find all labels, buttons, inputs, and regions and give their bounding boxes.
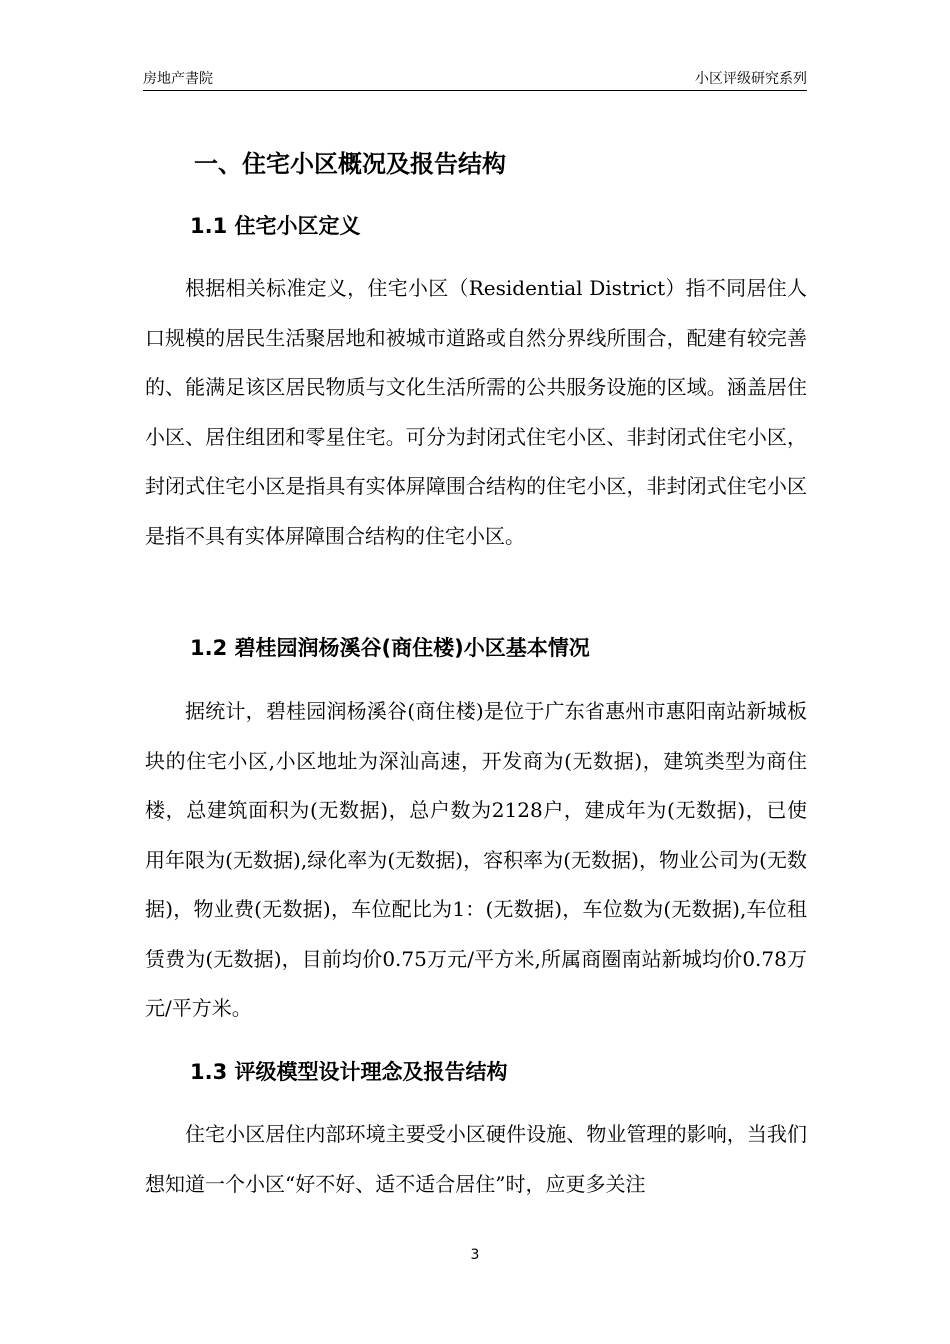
page-number: 3 <box>470 1247 480 1263</box>
section-heading-1-2: 1.2 碧桂园润杨溪谷(商住楼)小区基本情况 <box>190 636 590 660</box>
section-heading-1-1: 1.1 住宅小区定义 <box>190 214 361 238</box>
header-publisher: 房地产書院 <box>143 71 213 87</box>
section-body-1-3: 住宅小区居住内部环境主要受小区硬件设施、物业管理的影响，当我们想知道一个小区“好不好、适不适合居住”时，应更多关注 <box>145 1122 807 1196</box>
header-series-title: 小区评级研究系列 <box>695 71 807 87</box>
section-body-1-1: 根据相关标准定义，住宅小区（Residential District）指不同居住人口规模的居民生活聚居地和被城市道路或自然分界线所围合，配建有较完善的、能满足该区居民物质与文化生活所需的公共服务设施的区域。涵盖居住小区、居住组团和零星住宅。可分为封闭式住宅小区、非封闭式住宅小区，封闭式住宅小区是指具有实体屏障围合结构的住宅小区，非封闭式住宅小区是指不具有实体屏障围合结构的住宅小区。 <box>145 276 807 548</box>
section-body-1-2: 据统计，碧桂园润杨溪谷(商住楼)是位于广东省惠州市惠阳南站新城板块的住宅小区,小区地址为深汕高速，开发商为(无数据)，建筑类型为商住楼，总建筑面积为(无数据)，总户数为2128户，建成年为(无数据)，已使用年限为(无数据),绿化率为(无数据)，容积率为(无数据)，物业公司为(无数据)，物业费(无数据)，车位配比为1：(无数据)，车位数为(无数据),车位租赁费为(无数据)，目前均价0.75万元/平方米,所属商圈南站新城均价0.78万元/平方米。 <box>145 699 807 1020</box>
chapter-title: 一、住宅小区概况及报告结构 <box>194 150 506 178</box>
page-header <box>143 66 807 91</box>
section-heading-1-3: 1.3 评级模型设计理念及报告结构 <box>190 1060 508 1084</box>
